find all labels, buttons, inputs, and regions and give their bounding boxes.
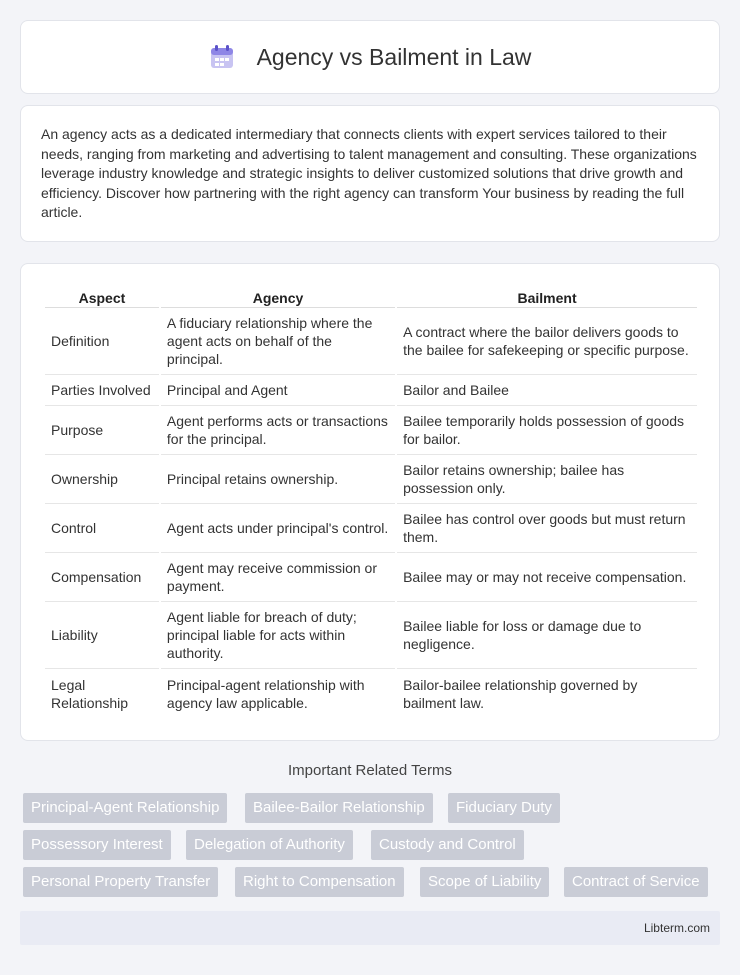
table-row [45, 669, 697, 718]
cell-bailment: Bailee may or may not receive compensation. [397, 553, 697, 602]
cell-bailment: Bailee temporarily holds possession of goods for bailor. [397, 406, 697, 455]
cell-aspect: Legal Relationship [51, 676, 129, 711]
cell-aspect: Ownership [45, 455, 159, 504]
table-row [45, 504, 697, 553]
footer-site-link[interactable]: Libterm.com [643, 921, 710, 935]
cell-agency: Agent acts under principal's control. [161, 504, 395, 553]
calendar-icon [209, 44, 235, 70]
table-row [45, 455, 697, 504]
cell-bailment: Bailee liable for loss or damage due to negligence. [397, 602, 697, 669]
intro-text: An agency acts as a dedicated intermediary that connects clients with expert services tailored to their needs, ranging from marketing and advertising to talent management and consulting. These organizations leverage industry knowledge and strategic insights to deliver customized solutions that drive growth and efficiency. Discover how partnering with the right agency can transform Your business by reading the full article. [41, 126, 697, 220]
cell-agency: Agent performs acts or transactions for the principal. [161, 406, 395, 455]
table-row [45, 602, 697, 669]
cell-bailment: Bailor and Bailee [397, 375, 697, 406]
cell-aspect: Parties Involved [45, 375, 159, 406]
cell-agency: A fiduciary relationship where the agent acts on behalf of the principal. [161, 308, 395, 375]
table-row [45, 406, 697, 455]
header-card [20, 20, 720, 94]
cell-aspect: Purpose [45, 406, 159, 455]
header-agency: Agency [161, 284, 395, 308]
cell-agency: Agent liable for breach of duty; principal liable for acts within authority. [161, 602, 395, 669]
header-bailment: Bailment [397, 284, 697, 308]
table-header-row [45, 284, 697, 308]
table-row [45, 553, 697, 602]
table-row [45, 308, 697, 375]
related-term-tag[interactable]: Bailee-Bailor Relationship [245, 793, 433, 823]
related-term-tag[interactable]: Fiduciary Duty [448, 793, 560, 823]
comparison-table [43, 284, 699, 718]
related-term-tag[interactable]: Possessory Interest [23, 830, 171, 860]
comparison-table-card [20, 263, 720, 741]
table-row [45, 375, 697, 406]
related-term-tag[interactable]: Delegation of Authority [186, 830, 353, 860]
page-title: Agency vs Bailment in Law [256, 43, 532, 70]
cell-agency: Principal retains ownership. [161, 455, 395, 504]
cell-agency: Agent may receive commission or payment. [161, 553, 395, 602]
cell-aspect: Liability [45, 602, 159, 669]
cell-agency: Principal-agent relationship with agency law applicable. [166, 676, 365, 711]
cell-bailment: A contract where the bailor delivers goods to the bailee for safekeeping or specific purpose. [397, 308, 697, 375]
related-term-tag[interactable]: Contract of Service [564, 867, 708, 897]
related-term-tag[interactable]: Custody and Control [371, 830, 524, 860]
related-term-tag[interactable]: Personal Property Transfer [23, 867, 218, 897]
related-term-tag[interactable]: Principal-Agent Relationship [23, 793, 227, 823]
cell-aspect: Definition [45, 308, 159, 375]
cell-bailment: Bailor-bailee relationship governed by bailment law. [403, 676, 638, 711]
cell-bailment: Bailee has control over goods but must return them. [397, 504, 697, 553]
intro-card [20, 105, 720, 242]
related-terms-title: Important Related Terms [288, 762, 452, 779]
cell-aspect: Compensation [45, 553, 159, 602]
related-term-tag[interactable]: Right to Compensation [235, 867, 404, 897]
footer [20, 911, 720, 945]
cell-aspect: Control [45, 504, 159, 553]
header-aspect: Aspect [45, 284, 159, 308]
related-term-tag[interactable]: Scope of Liability [420, 867, 549, 897]
cell-bailment: Bailor retains ownership; bailee has possession only. [397, 455, 697, 504]
cell-agency: Principal and Agent [161, 375, 395, 406]
